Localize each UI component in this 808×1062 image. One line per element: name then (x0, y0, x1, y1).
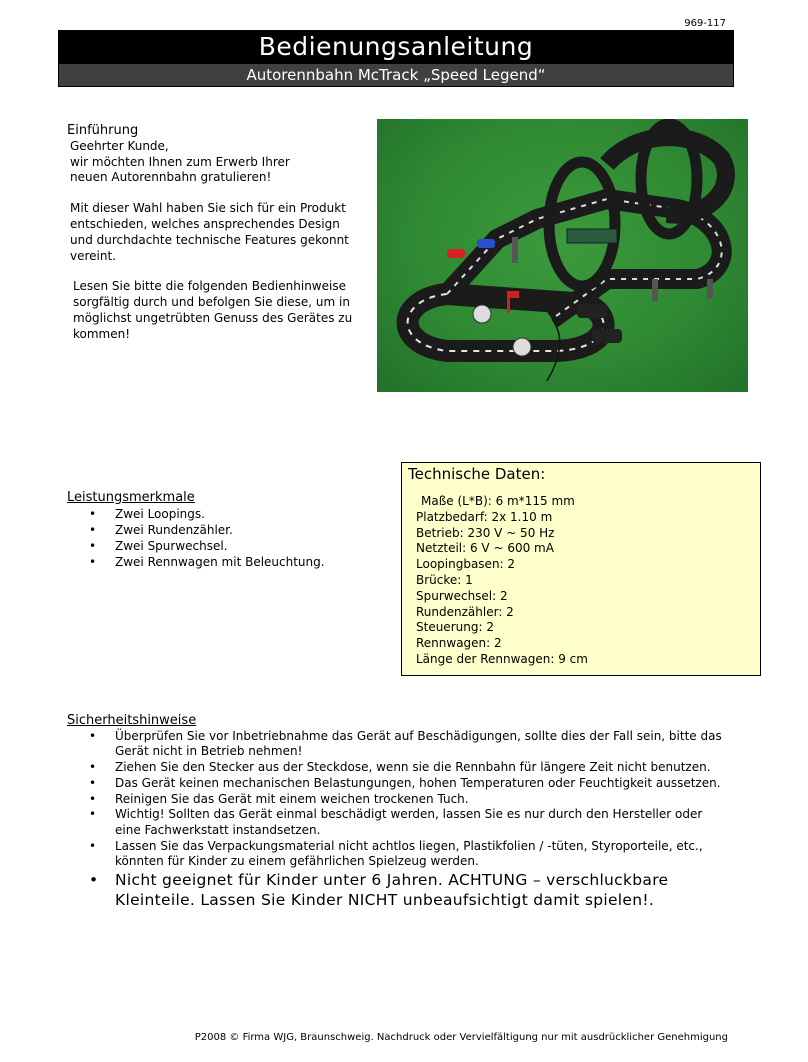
intro-paragraph-line: Lesen Sie bitte die folgenden Bedienhinweise (73, 279, 346, 294)
race-car-red (447, 249, 465, 258)
slot-car-track-illustration (377, 119, 748, 392)
lap-counter (473, 305, 491, 323)
support-pillar (707, 279, 713, 299)
tech-spec-line: Steuerung: 2 (416, 620, 494, 635)
tech-spec-line: Loopingbasen: 2 (416, 557, 516, 572)
list-item: • Reinigen Sie das Gerät mit einem weichen trockenen Tuch. (67, 792, 727, 808)
list-item: • Zwei Spurwechsel. (67, 538, 325, 554)
intro-paragraph-line: sorgfältig durch und befolgen Sie diese, um in (73, 295, 350, 310)
intro-section (67, 123, 357, 343)
technical-data-title: Technische Daten: (408, 465, 546, 483)
intro-paragraph-line: möglichst ungetrübten Genuss des Gerätes zu (73, 310, 353, 325)
list-item: • Ziehen Sie den Stecker aus der Steckdose, wenn sie die Rennbahn für längere Zeit nicht benutzen. (67, 760, 727, 776)
document-subtitle: Autorennbahn McTrack „Speed Legend“ (58, 63, 734, 87)
tech-spec-line: Betrieb: 230 V ~ 50 Hz (416, 525, 555, 540)
list-item: • Zwei Rundenzähler. (67, 522, 325, 538)
tech-spec-line: Länge der Rennwagen: 9 cm (416, 651, 588, 666)
tech-spec-line: Platzbedarf: 2x 1.10 m (416, 509, 553, 524)
intro-line: neuen Autorennbahn gratulieren! (70, 170, 272, 185)
tech-spec-line: Rennwagen: 2 (416, 636, 502, 651)
intro-paragraph-line: entschieden, welches ansprechendes Design (70, 216, 340, 231)
bridge (567, 229, 617, 243)
document-title: Bedienungsanleitung (58, 30, 734, 63)
intro-paragraph-line: kommen! (73, 326, 131, 341)
hand-controller (577, 304, 607, 318)
list-item: • Wichtig! Sollten das Gerät einmal beschädigt werden, lassen Sie es nur durch den Hersteller oder eine Fachwerkstatt instandsetzen. (67, 807, 727, 838)
features-heading: Leistungsmerkmale (67, 490, 195, 505)
copyright-footer: P2008 © Firma WJG, Braunschweig. Nachdruck oder Vervielfältigung nur mit ausdrücklicher Genehmigung (194, 1032, 728, 1043)
race-car-blue (477, 239, 495, 248)
hand-controller (592, 329, 622, 343)
intro-paragraph-line: und durchdachte technische Features gekonnt (70, 232, 349, 247)
tech-spec-line: Maße (L*B): 6 m*115 mm (421, 494, 575, 508)
tech-spec-line: Rundenzähler: 2 (416, 604, 514, 619)
intro-paragraph-line: vereint. (70, 248, 116, 263)
product-photo (377, 119, 748, 392)
safety-list (67, 729, 727, 910)
lap-counter (513, 338, 531, 356)
looping-left (549, 162, 615, 286)
list-item: • Zwei Rennwagen mit Beleuchtung. (67, 554, 325, 570)
intro-paragraph-line: Mit dieser Wahl haben Sie sich für ein Produkt (70, 201, 346, 216)
support-pillar (652, 279, 658, 301)
list-item: • Lassen Sie das Verpackungsmaterial nicht achtlos liegen, Plastikfolien / -tüten, Styroporteile, etc., könnten für Kinder zu einem gefährlichen Spielzeug werden. (67, 839, 727, 870)
technical-data-box (401, 462, 761, 676)
list-item: • Zwei Loopings. (67, 506, 325, 522)
support-pillar (512, 237, 518, 263)
tech-spec-line: Spurwechsel: 2 (416, 588, 508, 603)
list-item: • Das Gerät keinen mechanischen Belastungungen, hohen Temperaturen oder Feuchtigkeit aussetzen. (67, 776, 727, 792)
start-flag (507, 291, 519, 298)
intro-heading: Einführung (67, 123, 139, 138)
features-section (67, 490, 325, 570)
age-warning: • Nicht geeignet für Kinder unter 6 Jahren. ACHTUNG – verschluckbare Kleinteile. Lassen Sie Kinder NICHT unbeaufsichtigt damit spielen!. (67, 870, 727, 910)
tech-spec-line: Netzteil: 6 V ~ 600 mA (416, 541, 554, 556)
safety-section (67, 713, 727, 910)
features-list (67, 506, 325, 570)
intro-line: Geehrter Kunde, (70, 138, 169, 153)
list-item: • Überprüfen Sie vor Inbetriebnahme das Gerät auf Beschädigungen, sollte dies der Fall sein, bitte das Gerät nicht in Betrieb nehmen! (67, 729, 727, 760)
tech-spec-line: Brücke: 1 (416, 572, 473, 587)
safety-heading: Sicherheitshinweise (67, 713, 197, 728)
intro-line: wir möchten Ihnen zum Erwerb Ihrer (70, 154, 290, 169)
document-code: 969-117 (684, 18, 726, 29)
